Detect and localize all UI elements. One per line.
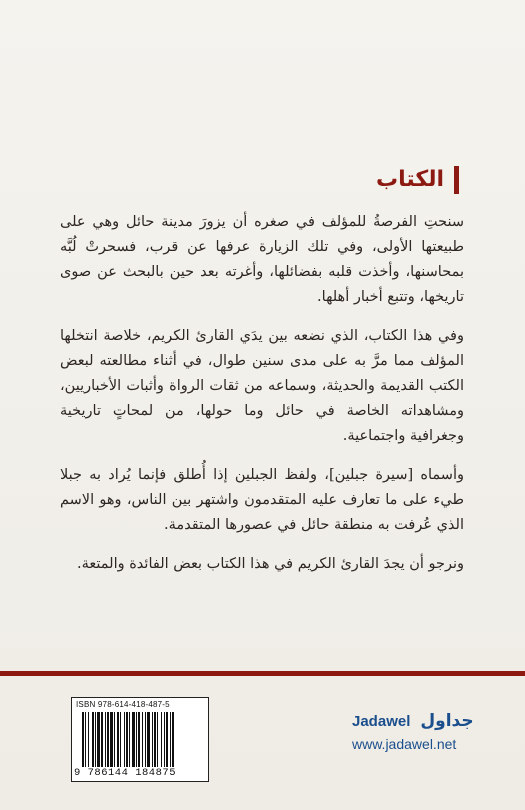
isbn-label: ISBN 978-614-418-487-5 xyxy=(76,700,170,709)
section-heading xyxy=(376,166,459,194)
footer-divider xyxy=(0,671,525,676)
paragraph-1: سنحتِ الفرصةُ للمؤلف في صغره أن يزورَ مدينة حائل وهي على طبيعتها الأولى، وفي تلك الزيارة عرفها عن قرب، فسحرتْ لُبَّه بمحاسنها، وأخذت قلبه بفضائلها، وأغرته بعد حين بالبحث عن صوى تاريخها، وتتبع أخبار أهلها. xyxy=(60,214,464,305)
paragraph-3: وأسماه [سيرة جبلين]، ولفظ الجبلين إذا أُطلق فإنما يُراد به جبلا طيء على ما تعارف عليه المتقدمون واشتهر بين الناس، وهو الاسم الذي عُرفت به منطقة حائل في عصورها المتقدمة. xyxy=(60,467,464,533)
publisher-name-latin: Jadawel xyxy=(352,712,411,730)
barcode-digits: 9 786144 184875 xyxy=(74,767,177,779)
section-title: الكتاب xyxy=(376,167,444,192)
heading-accent-bar xyxy=(454,166,459,194)
paragraph-4: ونرجو أن يجدَ القارئ الكريم في هذا الكتاب بعض الفائدة والمتعة. xyxy=(77,556,464,572)
publisher-logo xyxy=(352,708,474,768)
isbn-barcode xyxy=(71,697,209,782)
paragraph-2: وفي هذا الكتاب، الذي نضعه بين يدَي القارئ الكريم، خلاصة انتخلها المؤلف مما مرَّ به على مدى سنين طوال، في أثناء مطالعته لبعض الكتب القديمة والحديثة، وسماعه من ثقات الرواة وأثبات الأخباريين، ومشاهداته الخاصة في حائل وما حولها، من لمحاتٍ تاريخية وجغرافية واجتماعية. xyxy=(60,328,464,444)
book-description xyxy=(60,210,464,591)
barcode-bars xyxy=(82,712,202,767)
publisher-name-arabic: جداول xyxy=(420,711,474,731)
publisher-url: www.jadawel.net xyxy=(352,736,457,752)
